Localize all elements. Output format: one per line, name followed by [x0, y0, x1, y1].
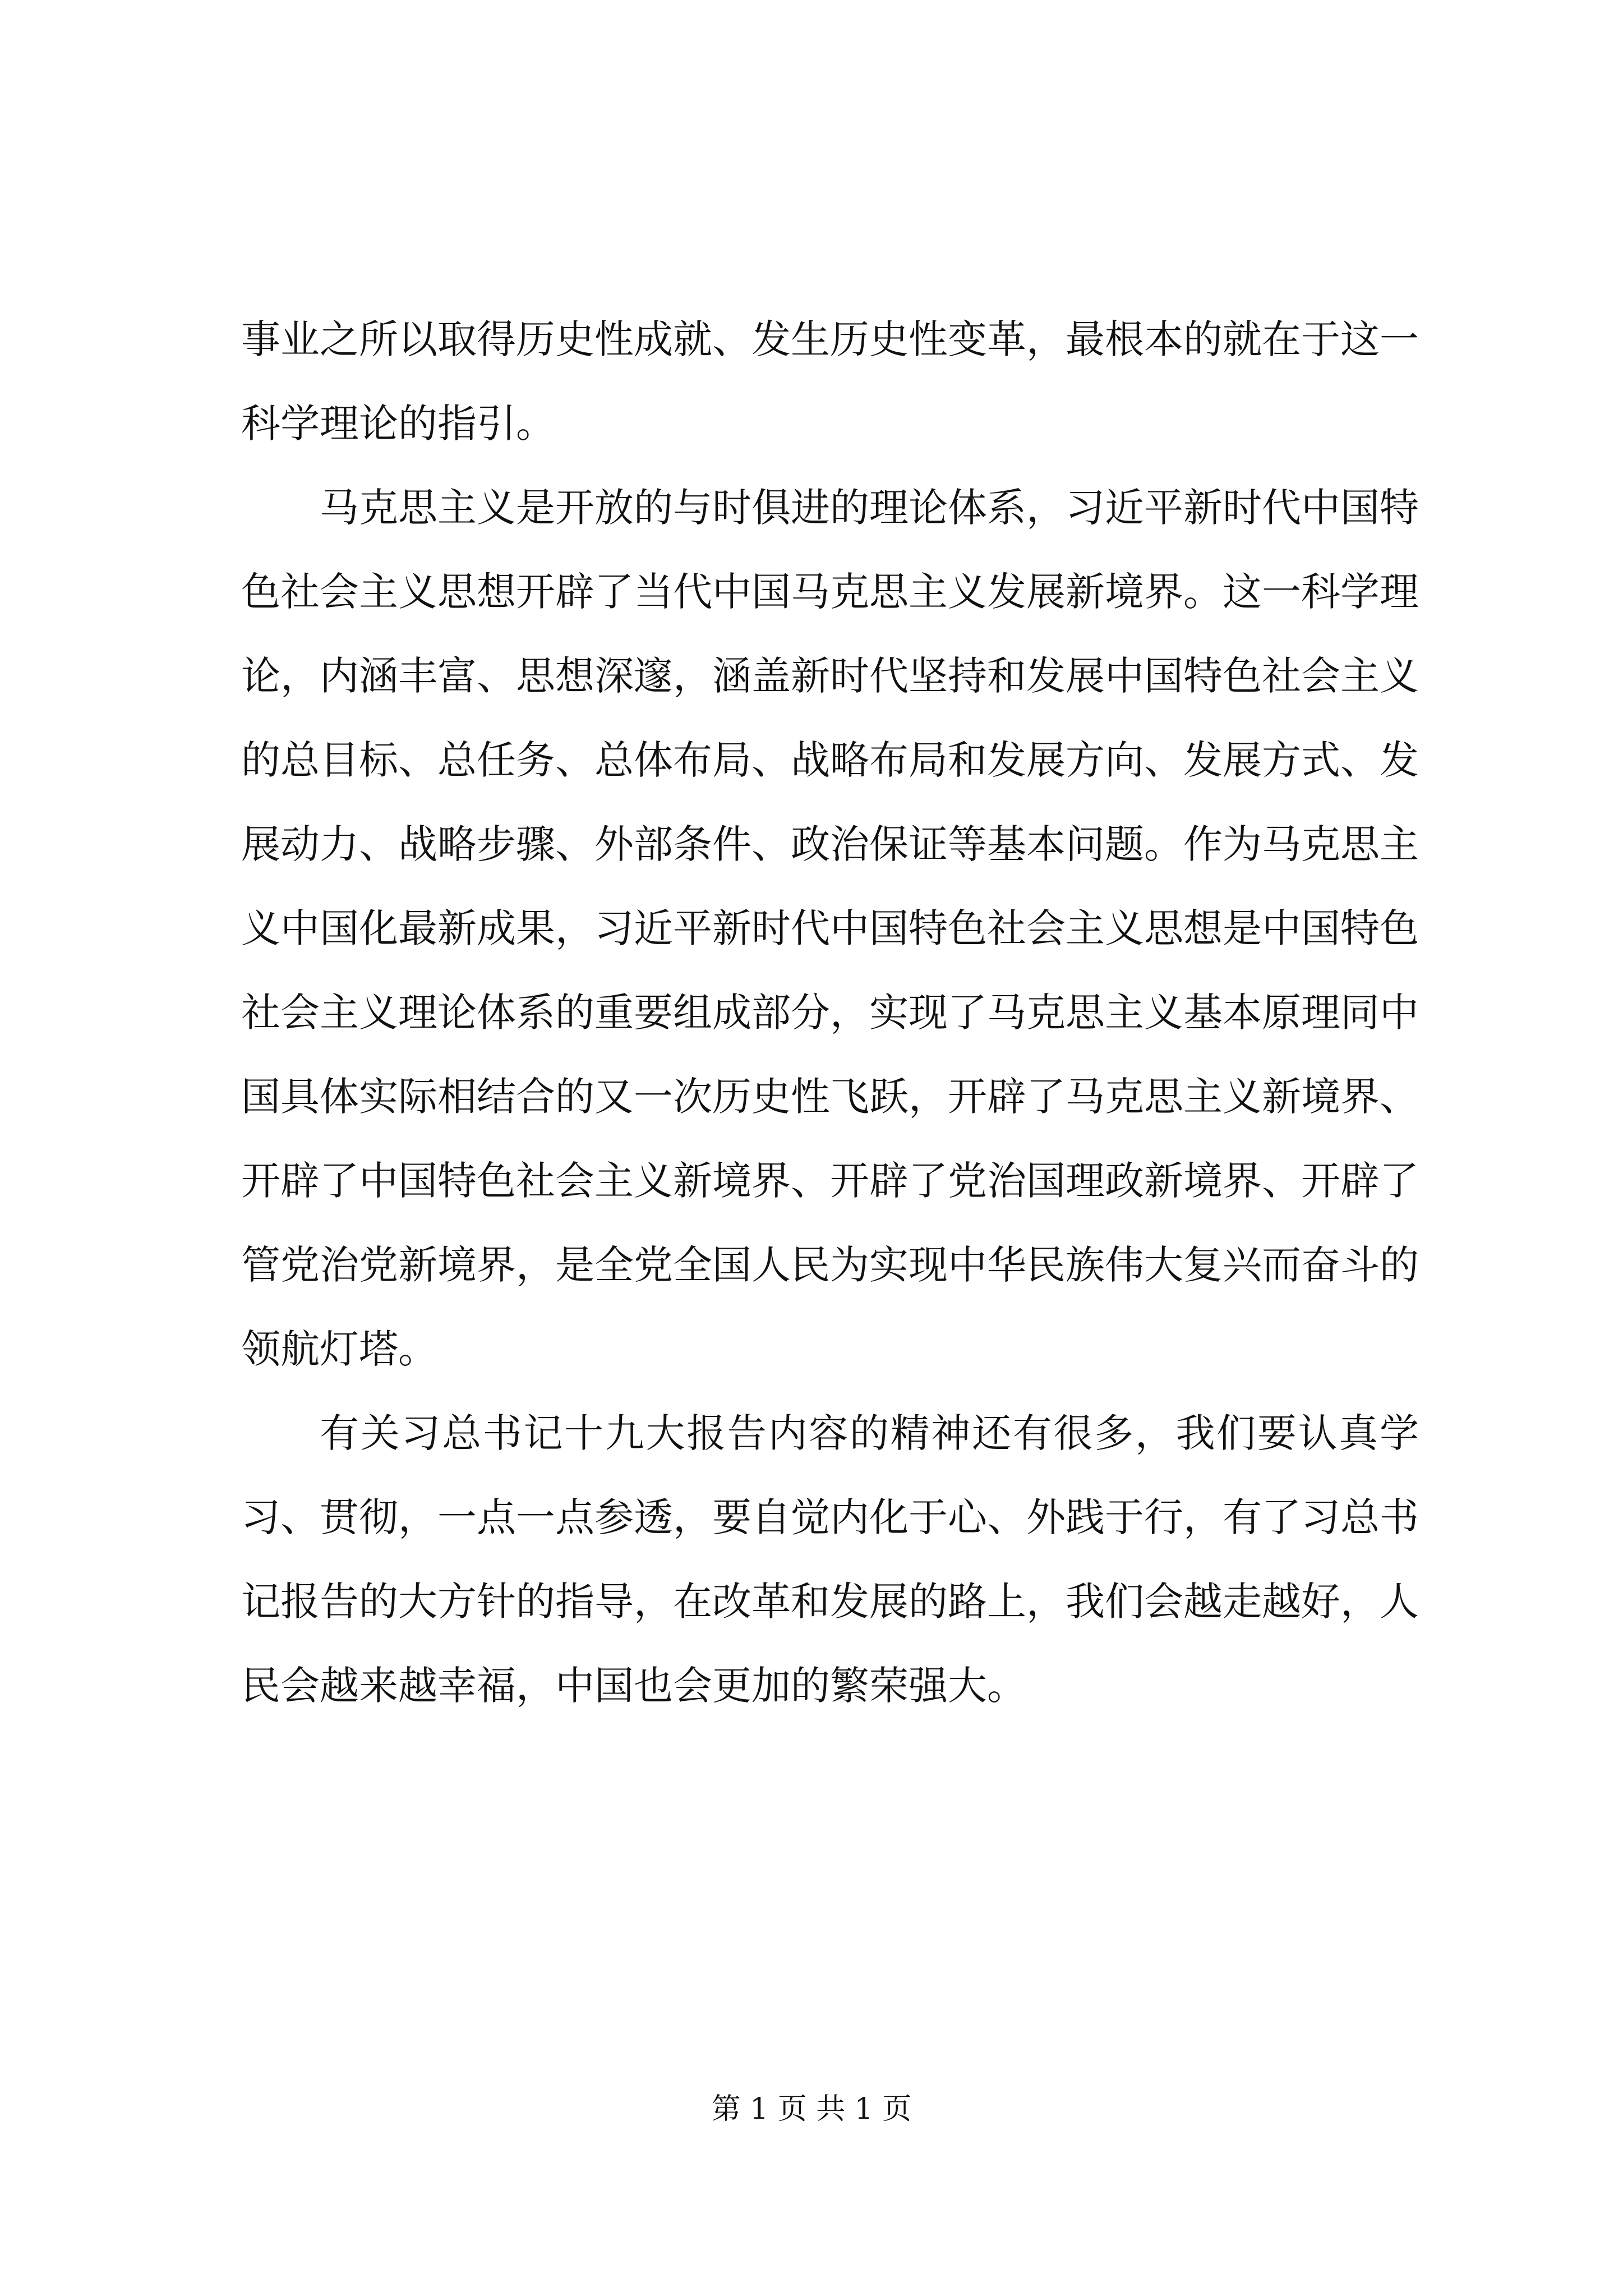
paragraph-theory: 马克思主义是开放的与时俱进的理论体系，习近平新时代中国特色社会主义思想开辟了当代中国马克思主义发展新境界。这一科学理论，内涵丰富、思想深邃，涵盖新时代坚持和发展中国特色社会主义的总目标、总任务、总体布局、战略布局和发展方向、发展方式、发展动力、战略步骤、外部条件、政治保证等基本问题。作为马克思主义中国化最新成果，习近平新时代中国特色社会主义思想是中国特色社会主义理论体系的重要组成部分，实现了马克思主义基本原理同中国具体实际相结合的又一次历史性飞跃，开辟了马克思主义新境界、开辟了中国特色社会主义新境界、开辟了党治国理政新境界、开辟了管党治党新境界，是全党全国人民为实现中华民族伟大复兴而奋斗的领航灯塔。	[241, 485, 1419, 1372]
paragraph-continuation: 事业之所以取得历史性成就、发生历史性变革，最根本的就在于这一科学理论的指引。	[241, 316, 1419, 447]
paragraph-conclusion: 有关习总书记十九大报告内容的精神还有很多，我们要认真学习、贯彻，一点一点参透，要自觉内化于心、外践于行，有了习总书记报告的大方针的指导，在改革和发展的路上，我们会越走越好，人民会越来越幸福，中国也会更加的繁荣强大。	[241, 1410, 1419, 1709]
document-body	[241, 297, 1419, 1728]
page-footer	[0, 2090, 1623, 2129]
page-number: 第 1 页 共 1 页	[711, 2092, 912, 2126]
